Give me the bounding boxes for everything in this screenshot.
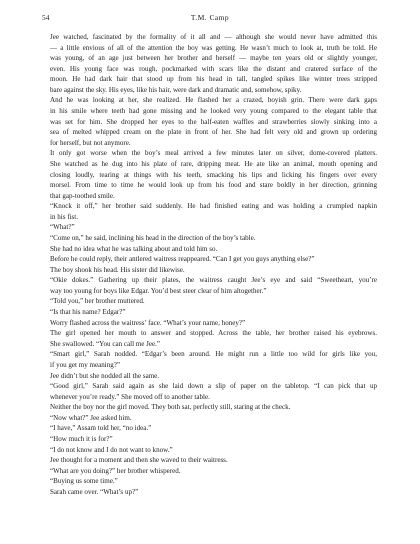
paragraph bbox=[42, 455, 377, 466]
paragraph bbox=[42, 466, 377, 477]
text-line: She had no idea what he was talking about and told him so. bbox=[50, 244, 218, 253]
text-line: that gap-toothed smile. bbox=[50, 191, 115, 200]
text-line: morsel. From time to time he would look up from his food and stare boldly in her direction, grinning bbox=[50, 181, 377, 190]
text-line: She watched as he dug into his plate of rare, dripping meat. He ate like an animal, mouth opening and bbox=[50, 159, 377, 168]
text-line: She swallowed. “You can call me Jee.” bbox=[50, 339, 161, 348]
running-head: T.M. Camp bbox=[190, 13, 230, 22]
text-line: “Smart girl,” Sarah nodded. “Edgar’s been around. He might run a little too wild for girls like you, bbox=[50, 350, 377, 359]
text-line: And he was looking at her, she realized. He flashed her a crazed, boyish grin. There were dark gaps bbox=[50, 96, 377, 105]
text-line: The boy shook his head. His sister did likewise. bbox=[50, 265, 185, 274]
body-text bbox=[42, 32, 377, 497]
text-line: “Now what?” Jee asked him. bbox=[50, 413, 132, 422]
paragraph bbox=[42, 434, 377, 445]
paragraph bbox=[42, 349, 377, 370]
text-line: The girl opened her mouth to answer and stopped. Across the table, her brother raised his eyebrows. bbox=[50, 329, 377, 338]
text-line: It only got worse when the boy’s meal arrived a few minutes later on silver, dome-covered platters. bbox=[50, 149, 377, 158]
paragraph bbox=[42, 32, 377, 95]
text-line: closing loudly, tearing at things with his teeth, smacking his lips and licking his fingers over every bbox=[50, 170, 377, 179]
text-line: “I do not know and I do not want to know.” bbox=[50, 445, 173, 454]
paragraph bbox=[42, 254, 377, 265]
text-line: way too young for boys like Edgar. You’d best steer clear of him altogether.” bbox=[50, 286, 267, 295]
paragraph bbox=[42, 371, 377, 382]
text-line: sea of melted whipped cream on the plate in front of her. She had felt very old and grown up ordering bbox=[50, 128, 377, 137]
paragraph bbox=[42, 275, 377, 296]
page-header bbox=[42, 12, 378, 24]
text-line: “Okie dokes.” Gathering up their plates, the waitress caught Jee’s eye and said “Sweetheart, you’re bbox=[50, 276, 377, 285]
paragraph bbox=[42, 222, 377, 233]
text-line: Jee didn’t but she nodded all the same. bbox=[50, 371, 160, 380]
text-line: even. His young face was rough, pockmarked with scars like the distant and cratered surface of the bbox=[50, 64, 377, 73]
text-line: was young, of an age just between her brother and herself — maybe ten years old or slightly younger, bbox=[50, 54, 377, 63]
paragraph bbox=[42, 381, 377, 402]
paragraph bbox=[42, 445, 377, 456]
text-line: Worry flashed across the waitress’ face. “What’s your name, honey?” bbox=[50, 318, 246, 327]
text-line: “Come on,” he said, inclining his head in the direction of the boy’s table. bbox=[50, 233, 256, 242]
text-line: moon. He had dark hair that stood up from his head in tall, tangled spikes like winter trees stripped bbox=[50, 75, 377, 84]
text-line: “I have,” Assam told her, “no idea.” bbox=[50, 424, 152, 433]
paragraph bbox=[42, 402, 377, 413]
paragraph bbox=[42, 265, 377, 276]
text-line: “What?” bbox=[50, 223, 75, 232]
text-line: — a little envious of all of the attention the boy was getting. He wasn’t much to look at, truth be told. He bbox=[50, 43, 377, 52]
paragraph bbox=[42, 296, 377, 307]
paragraph bbox=[42, 487, 377, 498]
text-line: whenever you’re ready.” She moved off to another table. bbox=[50, 392, 210, 401]
text-line: “Is that his name? Edgar?” bbox=[50, 308, 126, 317]
text-line: “Knock it off,” her brother said suddenly. He had finished eating and was holding a crumpled napkin bbox=[50, 202, 377, 211]
text-line: was set for him. She dropped her eyes to the half-eaten waffles and strawberries slowly sinking into a bbox=[50, 117, 377, 126]
paragraph bbox=[42, 233, 377, 244]
text-line: “How much it is for?” bbox=[50, 434, 113, 443]
text-line: “Buying us some time.” bbox=[50, 477, 118, 486]
text-line: Sarah came over. “What’s up?” bbox=[50, 487, 139, 496]
paragraph bbox=[42, 307, 377, 318]
paragraph bbox=[42, 476, 377, 487]
paragraph bbox=[42, 201, 377, 222]
text-line: for herself, but not anymore. bbox=[50, 138, 131, 147]
text-line: “Told you,” her brother muttered. bbox=[50, 297, 145, 306]
text-line: Neither the boy nor the girl moved. They both sat, perfectly still, staring at the check. bbox=[50, 403, 291, 412]
text-line: bare against the sky. His eyes, like his hair, were dark and dramatic and, somehow, spiky. bbox=[50, 85, 302, 94]
text-line: in his smile where teeth had gone missing and he looked very young compared to the elegant table that bbox=[50, 107, 377, 116]
paragraph bbox=[42, 328, 377, 349]
paragraph bbox=[42, 244, 377, 255]
paragraph bbox=[42, 148, 377, 201]
text-line: if you get my meaning?” bbox=[50, 360, 121, 369]
paragraph bbox=[42, 95, 377, 148]
page-number: 54 bbox=[42, 13, 50, 22]
text-line: in his fist. bbox=[50, 212, 78, 221]
text-line: Before he could reply, their antlered waitress reappeared. “Can I get you guys anything else?” bbox=[50, 255, 315, 264]
text-line: Jee thought for a moment and then she waved to their waitress. bbox=[50, 456, 228, 465]
text-line: “What are you doing?” her brother whispered. bbox=[50, 466, 181, 475]
text-line: Jee watched, fascinated by the formality of it all and — although she would never have admitted this bbox=[50, 33, 377, 41]
paragraph bbox=[42, 318, 377, 329]
paragraph bbox=[42, 423, 377, 434]
paragraph bbox=[42, 413, 377, 424]
text-line: “Good girl,” Sarah said again as she laid down a slip of paper on the tabletop. “I can pick that up bbox=[50, 382, 377, 391]
